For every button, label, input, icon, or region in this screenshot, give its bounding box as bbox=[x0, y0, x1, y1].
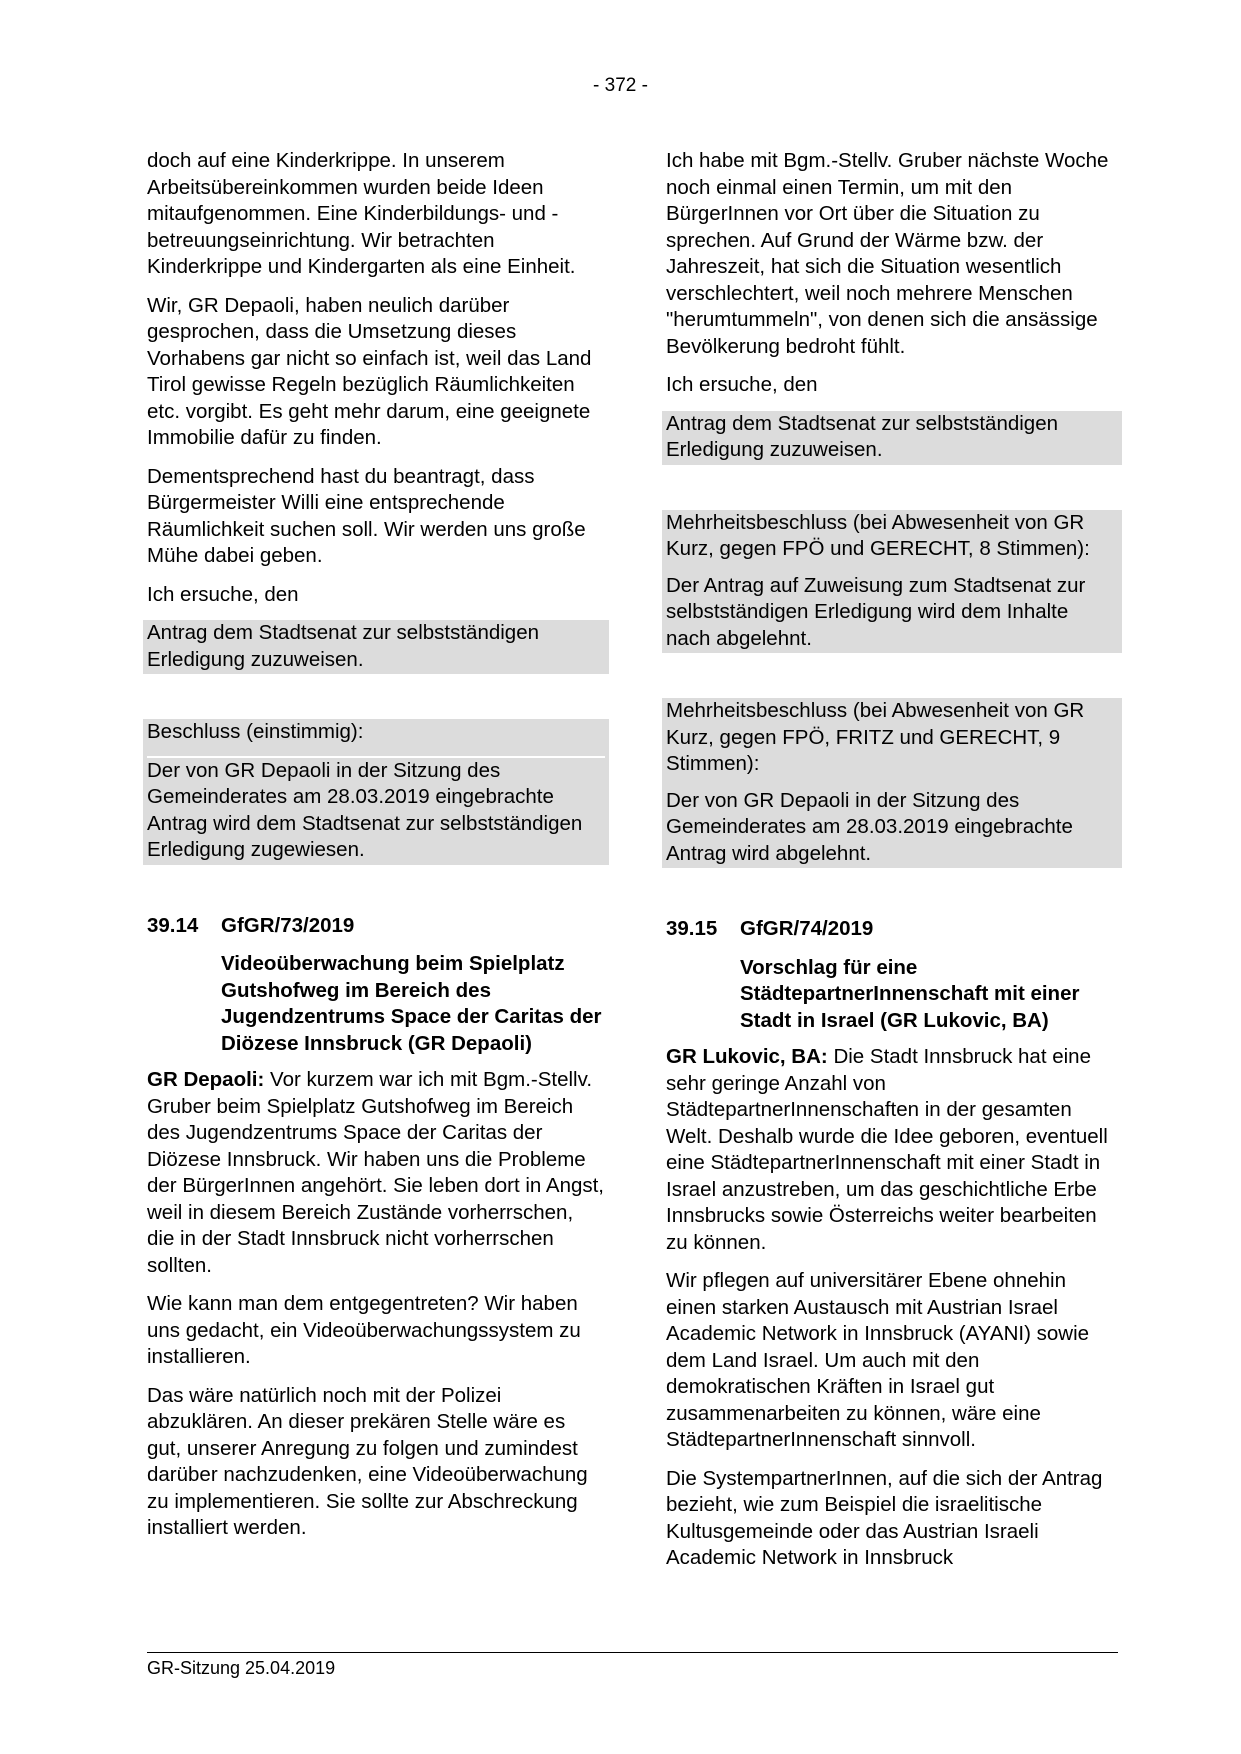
speaker-name: GR Depaoli: bbox=[147, 1068, 265, 1091]
antrag-box bbox=[143, 620, 609, 674]
section-code: GfGR/74/2019 bbox=[740, 917, 874, 940]
speaker-name: GR Lukovic, BA: bbox=[666, 1045, 828, 1068]
beschluss-box bbox=[143, 719, 609, 865]
section-heading bbox=[666, 916, 1118, 943]
paragraph: Ich ersuche, den bbox=[147, 582, 299, 606]
beschluss-box-2 bbox=[662, 698, 1122, 868]
section-39-15 bbox=[666, 916, 1118, 1572]
page-number: - 372 - bbox=[593, 75, 648, 96]
antrag-text: Antrag dem Stadtsenat zur selbstständigen Erledigung zuzuweisen. bbox=[147, 621, 540, 671]
paragraph: Das wäre natürlich noch mit der Polizei abzuklären. An dieser prekären Stelle wäre es gut, unserer Anregung zu folgen und zumindest darüber nachzudenken, eine Videoüberwachung zu implementieren. Sie sollte zur Abschreckung installiert werden. bbox=[147, 1383, 588, 1539]
paragraph: Wie kann man dem entgegentreten? Wir haben uns gedacht, ein Videoüberwachungssystem zu installieren. bbox=[147, 1292, 581, 1368]
paragraph: Die SystempartnerInnen, auf die sich der Antrag bezieht, wie zum Beispiel die israelitische Kultusgemeinde oder das Austrian Israeli Academic Network in Innsbruck bbox=[666, 1466, 1103, 1569]
section-heading bbox=[147, 913, 605, 940]
footer-rule bbox=[147, 1652, 1118, 1653]
antrag-box bbox=[662, 411, 1122, 465]
right-column bbox=[666, 148, 1118, 1584]
paragraph: Wir pflegen auf universitärer Ebene ohnehin einen starken Austausch mit Austrian Israel Academic Network in Innsbruck (AYANI) sowie dem Land Israel. Um auch mit den demokratischen Kräften in Israel gut zusammenarbeiten zu können, wäre eine StädtepartnerInnenschaft sinnvoll. bbox=[666, 1269, 1090, 1451]
section-39-14 bbox=[147, 913, 605, 1542]
section-number: 39.15 bbox=[666, 917, 718, 940]
beschluss-label: Beschluss (einstimmig): bbox=[147, 720, 364, 743]
section-title: Videoüberwachung beim Spielplatz Gutshofweg im Bereich des Jugendzentrums Space der Caritas der Diözese Innsbruck (GR Depaoli) bbox=[221, 952, 602, 1055]
speech-text: Die Stadt Innsbruck hat eine sehr geringe Anzahl von StädtepartnerInnenschaften in der gesamten Welt. Deshalb wurde die Idee geboren, eventuell eine StädtepartnerInnenschaft mit einer Stadt in Israel anzustreben, um das geschichtliche Erbe Innsbrucks sowie Österreichs weiter bearbeiten zu können. bbox=[666, 1045, 1108, 1254]
antrag-text: Antrag dem Stadtsenat zur selbstständigen Erledigung zuzuweisen. bbox=[666, 411, 1059, 461]
speech-paragraph bbox=[147, 1067, 605, 1279]
speech-text: Vor kurzem war ich mit Bgm.-Stellv. Gruber beim Spielplatz Gutshofweg im Bereich des Jugendzentrums Space der Caritas der Diözese Innsbruck. Wir haben uns die Probleme der BürgerInnen angehört. Sie leben dort in Angst, weil in diesem Bereich Zustände vorherrschen, die in der Stadt Innsbruck nicht vorherrschen sollten. bbox=[147, 1068, 605, 1277]
section-code: GfGR/73/2019 bbox=[221, 913, 355, 937]
beschluss-label: Mehrheitsbeschluss (bei Abwesenheit von GR Kurz, gegen FPÖ und GERECHT, 8 Stimmen): bbox=[666, 510, 1090, 560]
paragraph: Ich habe mit Bgm.-Stellv. Gruber nächste Woche noch einmal einen Termin, um mit den BürgerInnen vor Ort über die Situation zu sprechen. Auf Grund der Wärme bzw. der Jahreszeit, hat sich die Situation wesentlich verschlechtert, weil noch mehrere Menschen "herumtummeln", von denen sich die ansässige Bevölkerung bedroht fühlt. bbox=[666, 149, 1109, 358]
paragraph: doch auf eine Kinderkrippe. In unserem Arbeitsübereinkommen wurden beide Ideen mitaufgenommen. Eine Kinderbildungs- und -betreuungseinrichtung. Wir betrachten Kinderkrippe und Kindergarten als eine Einheit. bbox=[147, 149, 576, 278]
beschluss-text: Der von GR Depaoli in der Sitzung des Gemeinderates am 28.03.2019 eingebrachte Antrag wird dem Stadtsenat zur selbstständigen Erledigung zugewiesen. bbox=[147, 756, 605, 864]
beschluss-box-1 bbox=[662, 510, 1122, 654]
beschluss-text: Der von GR Depaoli in der Sitzung des Gemeinderates am 28.03.2019 eingebrachte Antrag wird abgelehnt. bbox=[666, 788, 1073, 865]
footer-text: GR-Sitzung 25.04.2019 bbox=[147, 1658, 336, 1678]
paragraph: Ich ersuche, den bbox=[666, 373, 818, 396]
section-title: Vorschlag für eine StädtepartnerInnenschaft mit einer Stadt in Israel (GR Lukovic, BA) bbox=[740, 955, 1080, 1032]
beschluss-label: Mehrheitsbeschluss (bei Abwesenheit von GR Kurz, gegen FPÖ, FRITZ und GERECHT, 9 Stimmen): bbox=[666, 699, 1085, 775]
paragraph: Dementsprechend hast du beantragt, dass Bürgermeister Willi eine entsprechende Räumlichkeit suchen soll. Wir werden uns große Mühe dabei geben. bbox=[147, 464, 586, 567]
beschluss-text: Der Antrag auf Zuweisung zum Stadtsenat zur selbstständigen Erledigung wird dem Inhalte nach abgelehnt. bbox=[666, 573, 1086, 650]
paragraph: Wir, GR Depaoli, haben neulich darüber gesprochen, dass die Umsetzung dieses Vorhabens gar nicht so einfach ist, weil das Land Tirol gewisse Regeln bezüglich Räumlichkeiten etc. vorgibt. Es geht mehr darum, eine geeignete Immobilie dafür zu finden. bbox=[147, 293, 592, 449]
section-number: 39.14 bbox=[147, 913, 199, 937]
left-column bbox=[147, 148, 605, 1554]
speech-paragraph bbox=[666, 1044, 1118, 1256]
